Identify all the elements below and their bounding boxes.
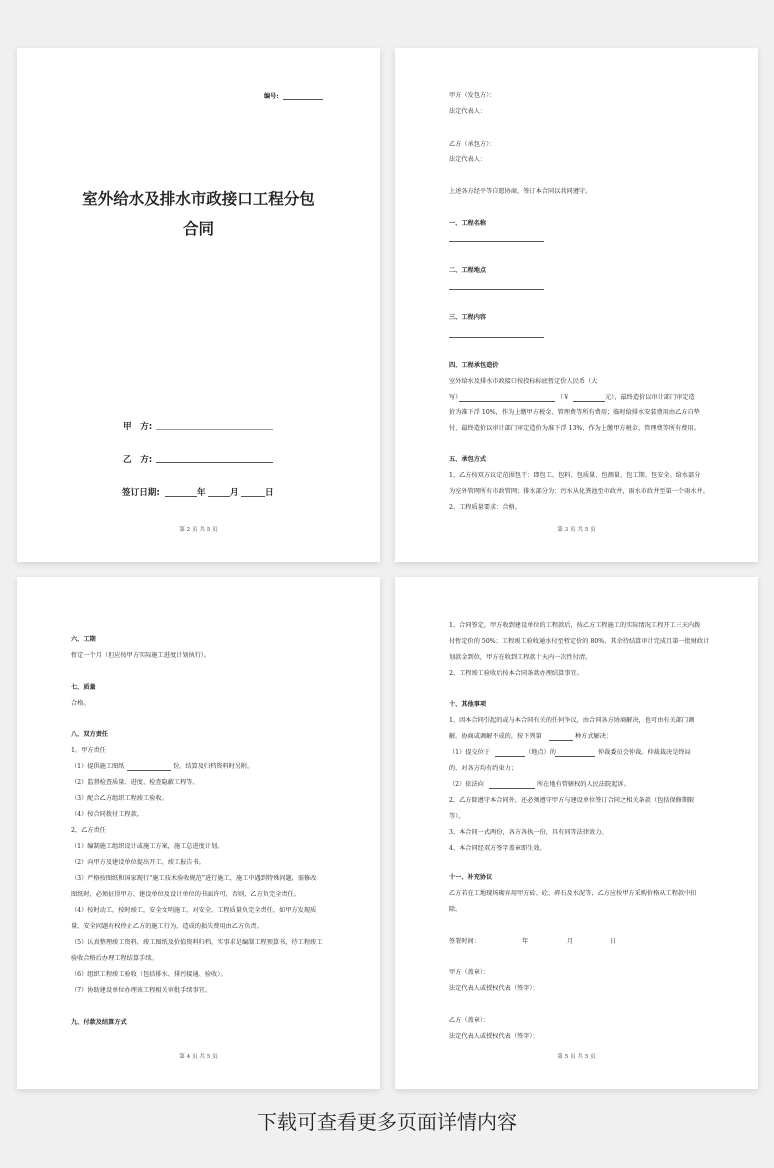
section-heading: 六、工期 — [71, 636, 96, 643]
body-text: （4）按合同拨付工程款。 — [71, 811, 143, 818]
body-text: 乙方若在工地现场砌弃用甲方砖、砼、碎石及水泥等，乙方应按甲方采购价格从工程款中扣 — [449, 890, 697, 897]
fill-line — [549, 740, 573, 741]
date-year-line — [165, 496, 197, 497]
body-text: 为室外管网所有市政管网；排水部分为：污水从化粪池至市政井，雨水市政井至第一个雨水井。 — [449, 488, 709, 495]
section-heading: 七、质量 — [71, 684, 96, 691]
signing-year-label: 年 — [522, 938, 529, 945]
body-text: 图纸时，必须征得甲方、建设单位及设计单位的书面许可，否则，乙方负完全责任。 — [71, 891, 300, 898]
body-text: 的，对各方均有约束力； — [449, 765, 518, 772]
section-heading: 三、工程内容 — [449, 314, 487, 321]
body-text: 2、乙方责任 — [71, 827, 106, 834]
body-text: （5）认真整理竣工资料，竣工图纸及价值资料归档，实事求是编制工程预算书，待工程竣工 — [71, 939, 323, 946]
body-text: （￥ — [557, 394, 570, 401]
fill-line — [555, 756, 595, 757]
body-text: 种方式解决： — [575, 733, 613, 740]
body-text: 份，结算及归档资料时另附。 — [173, 763, 254, 770]
party-a-sign-label: 法定代表人或授权代表（签字）： — [449, 985, 539, 992]
body-text: （1）编制施工组织设计或施工方案，施工总进度计划。 — [71, 843, 224, 850]
body-text: 验收合格后办理工程结算手续。 — [71, 955, 158, 962]
body-text: 所在地有管辖权的人民法院起诉。 — [537, 781, 630, 788]
section-heading: 五、承包方式 — [449, 456, 487, 463]
body-text: 1、乙方按双方议定范围包干：即包工、包料、包质量、包测量、包工期、包安全。给水部分 — [449, 472, 701, 479]
body-text: 价为准下浮 10%，作为上缴甲方税金、管理费等所有费用；临时给排水安装费用由乙方自垫 — [449, 409, 700, 416]
body-text: （1）提供施工图纸 — [71, 763, 125, 770]
party-b-line — [156, 462, 273, 463]
party-a-line — [156, 429, 273, 430]
section-heading: 二、工程地点 — [449, 267, 487, 274]
body-text: 暂定一个月（但应按甲方实际施工进度计划执行）。 — [71, 652, 211, 659]
body-text: （6）组织工程竣工验收（包括排水、排污接通、验收）。 — [71, 971, 227, 978]
date-month-line — [208, 496, 230, 497]
date-year-label: 年 — [197, 488, 206, 498]
party-b-line-text: 乙方（承包方）： — [449, 141, 496, 148]
body-text: （7）协助建设单位办理该工程相关审批手续事宜。 — [71, 987, 212, 994]
body-text: 2、乙方除遵守本合同外，还必须遵守甲方与建设单位签订合同之相关条款（包括保修期限 — [449, 797, 695, 804]
fill-line — [449, 241, 544, 242]
fill-line — [459, 401, 555, 402]
section-heading: 十一、补充协议 — [449, 874, 493, 881]
date-day-label: 日 — [265, 488, 274, 498]
page-footer: 第 4 页 共 5 页 — [179, 1054, 218, 1060]
body-text: 1、甲方责任 — [71, 747, 106, 754]
cover-title-line2: 合同 — [182, 220, 214, 238]
document-page-2 — [395, 48, 758, 562]
fill-line — [495, 756, 525, 757]
fill-line — [573, 401, 605, 402]
page-footer: 第 3 页 共 5 页 — [557, 527, 596, 533]
body-text: （4）按时动工，按时竣工，安全文明施工，对安全、工程质量负完全责任，如甲方发现质 — [71, 907, 317, 914]
signing-day-label: 日 — [610, 938, 617, 945]
body-text: 划款金到位，甲方在收到工程款十天内一次性付清。 — [449, 654, 592, 661]
body-text: （3）严格按图纸和国家现行“施工技术验收规范”进行施工，施工中遇到特殊问题，需修改 — [71, 875, 317, 882]
body-text: 解。协商或调解不成的，按下列第 — [449, 733, 542, 740]
contract-number-label: 编号: — [264, 93, 279, 100]
section-heading: 十、其他事项 — [449, 701, 487, 708]
party-b-seal-label: 乙方（盖章）： — [449, 1017, 490, 1024]
sign-date-label: 签订日期: — [122, 488, 160, 498]
party-a-rep-text: 法定代表人： — [449, 108, 487, 115]
body-text: （2）依法向 — [449, 781, 484, 788]
party-b-sign-label: 法定代表人或授权代表（签字）： — [449, 1033, 539, 1040]
document-page-3 — [17, 577, 380, 1089]
download-caption: 下载可查看更多页面详情内容 — [257, 1110, 517, 1134]
fill-line — [489, 788, 535, 789]
party-a-seal-label: 甲方（盖章）： — [449, 969, 490, 976]
body-text: 仲裁委员会仲裁。仲裁裁决是终局 — [598, 749, 691, 756]
body-text: 1、合同签定，甲方收到建设单位的工程款后，按乙方工程施工的实际情况工程开工三天内拨 — [449, 622, 701, 629]
body-text: 量、安全问题有权停止乙方的施工行为，造成的损失费用由乙方负责。 — [71, 923, 263, 930]
date-day-line — [241, 496, 265, 497]
fill-line — [449, 289, 544, 290]
body-text: （地点）的 — [525, 749, 556, 756]
body-text: 3、本合同一式两份，各方各执一份，具有同等法律效力。 — [449, 829, 608, 836]
date-month-label: 月 — [230, 488, 239, 498]
body-text: 1、因本合同引起的或与本合同有关的任何争议，由合同各方协商解决，也可由有关部门调 — [449, 717, 695, 724]
body-text: 合格。 — [71, 700, 90, 707]
section-heading: 一、工程名称 — [449, 220, 487, 227]
body-text: 2、工程竣工验收后按本合同条款办理结算事宜。 — [449, 670, 583, 677]
body-text: （1）提交位于 — [449, 749, 491, 756]
cover-title-line1: 室外给水及排水市政接口工程分包 — [82, 190, 315, 208]
party-b-rep-text: 法定代表人： — [449, 156, 487, 163]
body-text: 2、工程质量要求：合格。 — [449, 504, 521, 511]
fill-line — [127, 770, 171, 771]
section-heading: 八、双方责任 — [71, 731, 109, 738]
body-text: （2）监督检查质量、进度、检查隐蔽工程等。 — [71, 779, 199, 786]
section-heading: 四、工程承包造价 — [449, 362, 499, 369]
body-text: 元），最终造价以审计部门审定造 — [605, 394, 695, 401]
preamble-text: 上述各方经平等自愿协商，签订本合同以共同遵守。 — [449, 188, 592, 195]
signing-month-label: 月 — [567, 938, 574, 945]
party-b-label: 乙 方: — [123, 455, 153, 465]
body-text: 付暂定价的 50%；工程竣工验收通水付至暂定价的 80%，其余待结算审计完成且第一批财政计 — [449, 638, 710, 645]
page-footer: 第 5 页 共 5 页 — [557, 1054, 596, 1060]
body-text: （2）向甲方及建设单位提出开工、竣工报告书。 — [71, 859, 205, 866]
section-heading: 九、付款及结算方式 — [71, 1019, 127, 1026]
body-text: 等）。 — [449, 813, 465, 820]
body-text: 4、本合同经双方签字盖章即生效。 — [449, 845, 546, 852]
document-page-cover — [17, 48, 380, 562]
document-page-4 — [395, 577, 758, 1089]
fill-line — [449, 337, 544, 338]
body-text: 室外给水及排水市政接口按投标标底暂定价人民币（大 — [449, 378, 598, 385]
party-a-label: 甲 方: — [123, 422, 153, 432]
body-text: 写） — [449, 394, 462, 401]
contract-number-line — [283, 99, 323, 100]
body-text: 付，最终造价以审计部门审定造价为准下浮 13%，作为上缴甲方税金、管理费等所有费用。 — [449, 425, 700, 432]
party-a-line-text: 甲方（发包方）： — [449, 92, 496, 99]
signing-time-label: 签署时间： — [449, 938, 480, 945]
page-footer: 第 2 页 共 5 页 — [179, 527, 218, 533]
body-text: （3）配合乙方组织工程竣工验收。 — [71, 795, 168, 802]
body-text: 除。 — [449, 906, 462, 913]
